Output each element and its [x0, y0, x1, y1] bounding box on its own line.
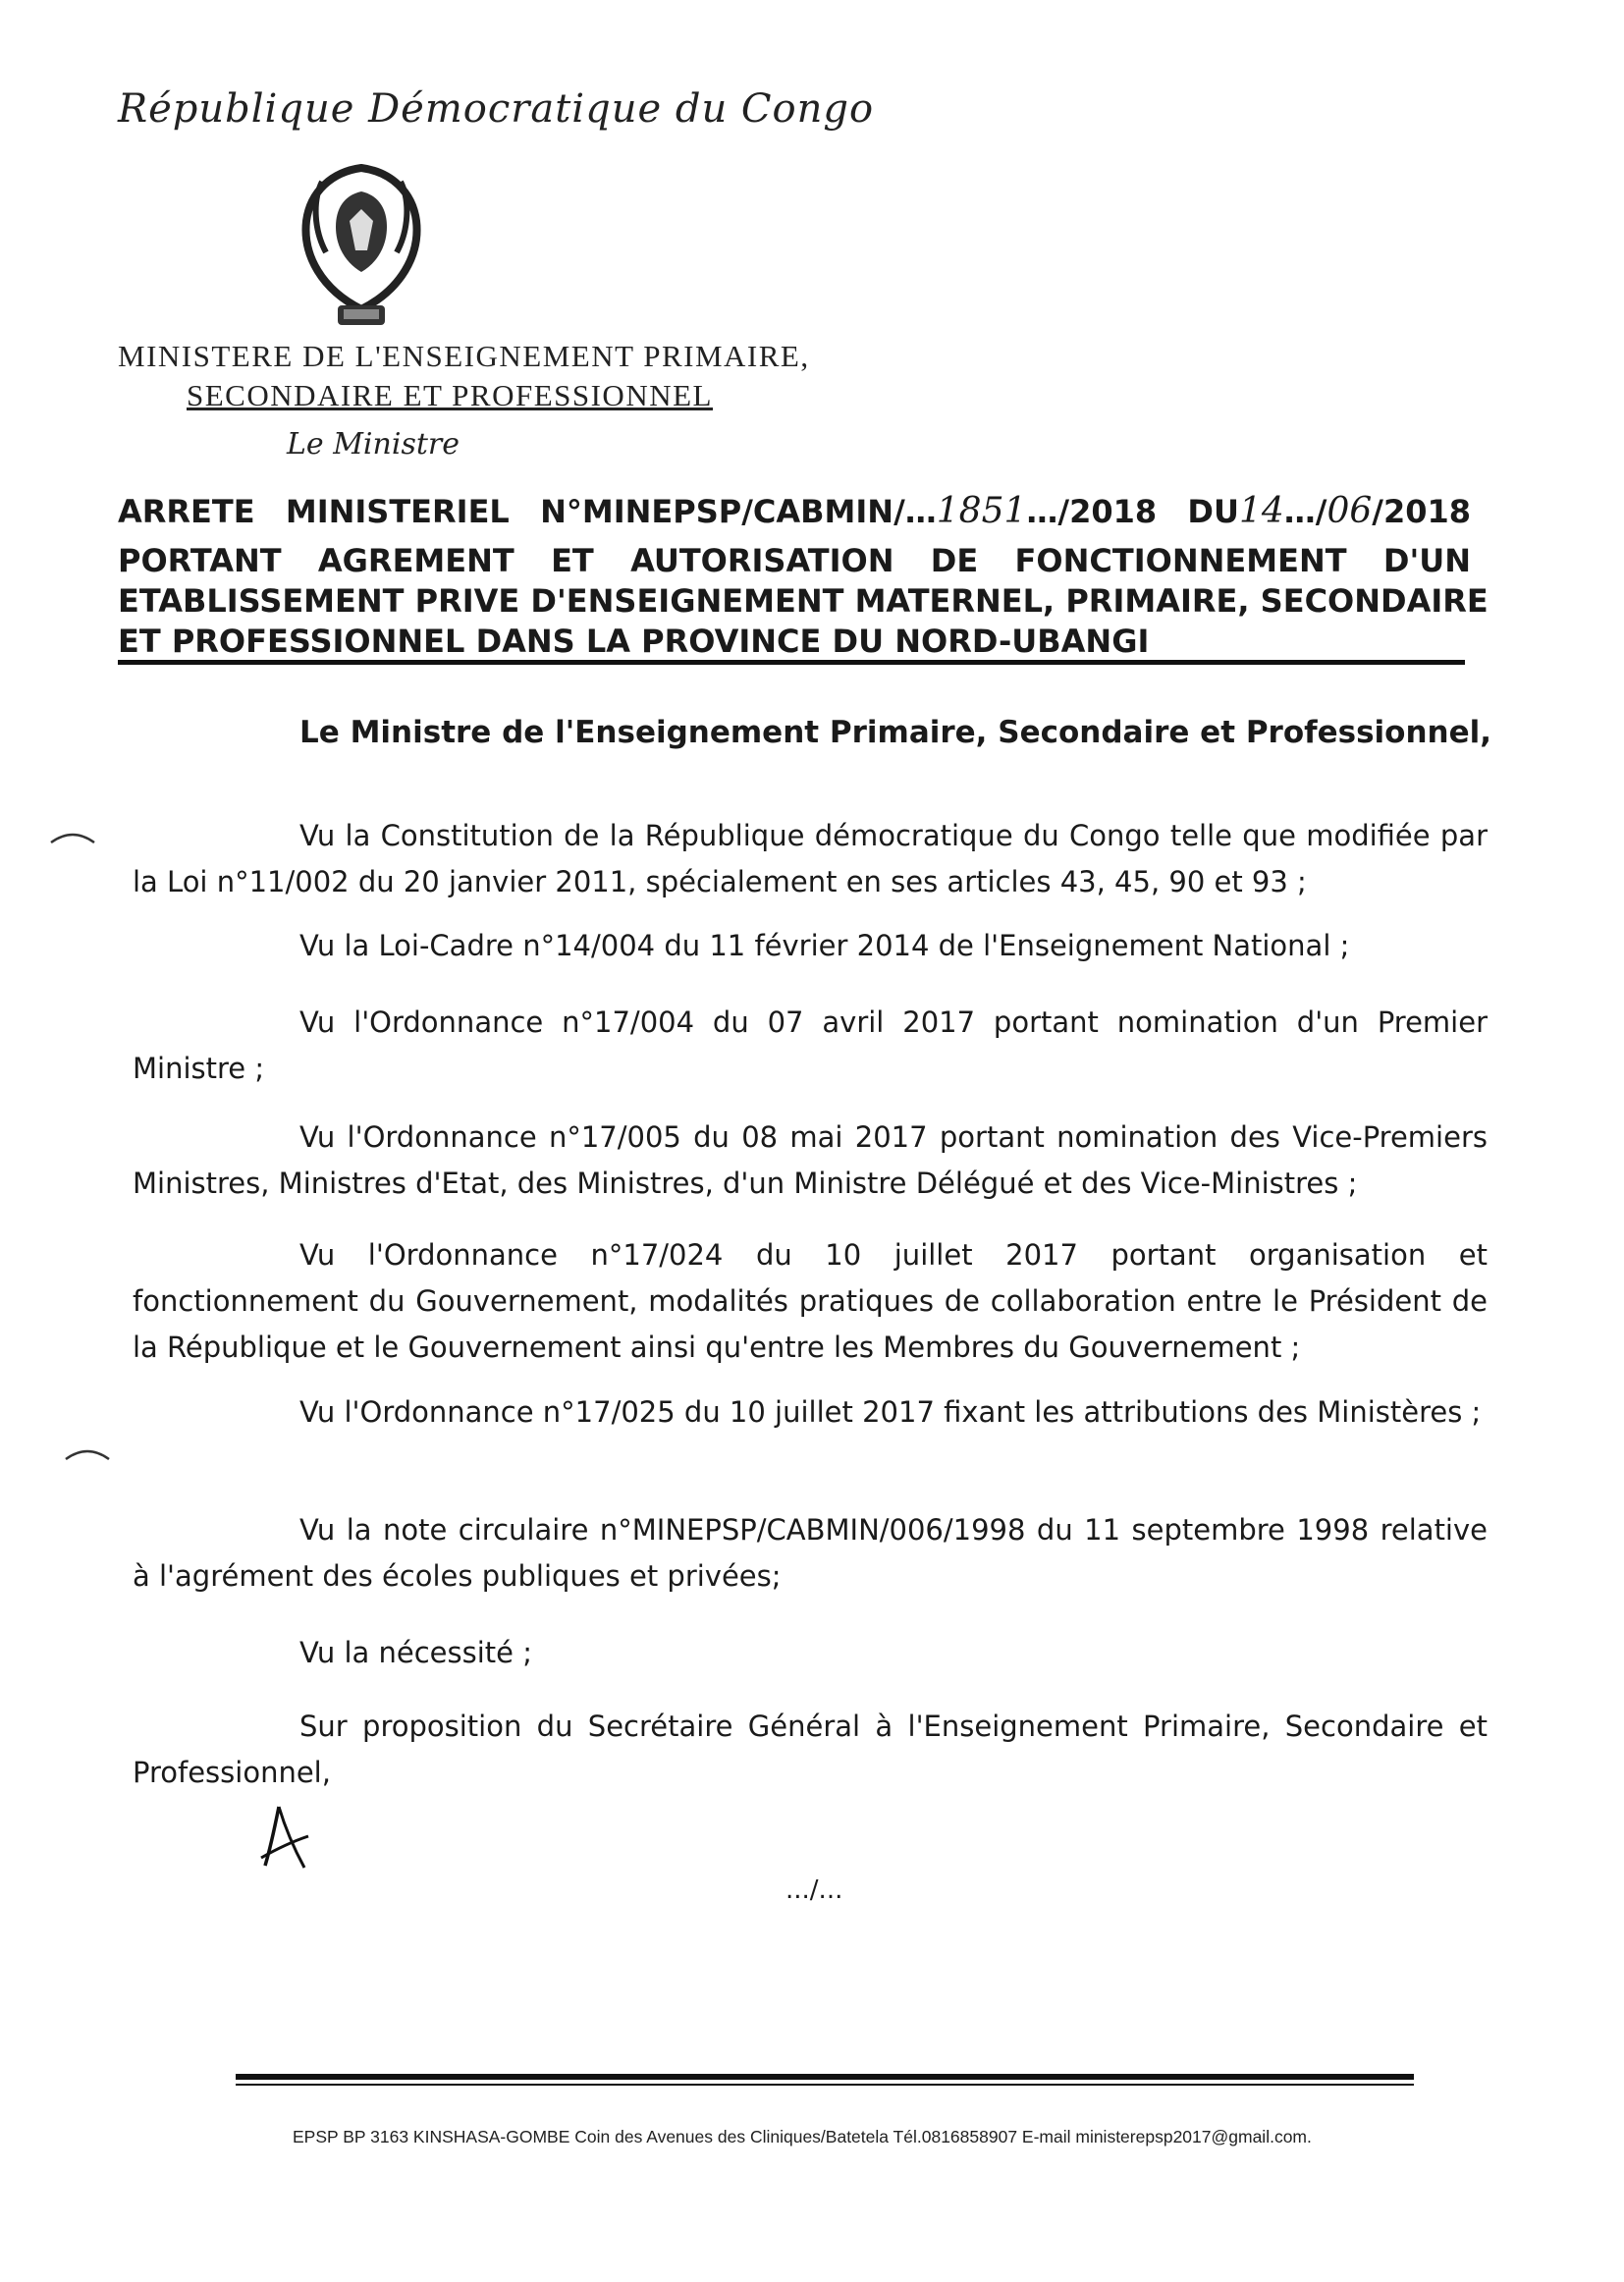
- continuation-mark: .../...: [785, 1875, 843, 1905]
- office-title: Le Ministre: [287, 427, 460, 462]
- footer-rule-thick: [236, 2074, 1414, 2080]
- margin-mark: [64, 1443, 111, 1463]
- visa-paragraph: Vu la Constitution de la République démocratique du Congo telle que modifiée par la Loi n°11/002 du 20 janvier 2011, spécialement en ses articles 43, 45, 90 et 93 ;: [133, 819, 1488, 898]
- handwritten-month: 06: [1326, 491, 1373, 531]
- decree-year-suffix: /2018: [1372, 493, 1472, 530]
- decree-title-line4: ET PROFESSIONNEL DANS LA PROVINCE DU NORD-UBANGI: [118, 623, 1150, 660]
- visa-paragraph: Vu l'Ordonnance n°17/024 du 10 juillet 2017 portant organisation et fonctionnement du Gouvernement, modalités pratiques de collaboration entre le Président de la République et le Gouvernement ainsi qu'entre les Membres du Gouvernement ;: [133, 1238, 1488, 1364]
- ministry-name-line1: MINISTERE DE L'ENSEIGNEMENT PRIMAIRE,: [118, 339, 810, 373]
- visa-paragraph: Vu l'Ordonnance n°17/005 du 08 mai 2017 portant nomination des Vice-Premiers Ministres, Ministres d'Etat, des Ministres, d'un Ministre Délégué et des Vice-Ministres ;: [133, 1120, 1488, 1200]
- margin-mark: [49, 827, 96, 846]
- republic-heading: République Démocratique du Congo: [118, 86, 875, 132]
- handwritten-day: 14: [1238, 491, 1284, 531]
- footer-contact: EPSP BP 3163 KINSHASA-GOMBE Coin des Avenues des Cliniques/Batetela Tél.0816858907 E-mail ministerepsp2017@gmail.com.: [293, 2127, 1312, 2146]
- handwritten-initial-mark: [257, 1797, 316, 1871]
- decree-year-du: /2018 DU: [1057, 493, 1239, 530]
- visa-paragraph: Vu l'Ordonnance n°17/025 du 10 juillet 2017 fixant les attributions des Ministères ;: [299, 1395, 1482, 1429]
- decree-title-line2: PORTANT AGREMENT ET AUTORISATION DE FONCTIONNEMENT D'UN: [118, 542, 1471, 579]
- visa-paragraph: Vu la Loi-Cadre n°14/004 du 11 février 2014 de l'Enseignement National ;: [299, 929, 1350, 962]
- ministry-name-line2: SECONDAIRE ET PROFESSIONNEL: [187, 378, 713, 412]
- decree-number-prefix: ARRETE MINISTERIEL N°MINEPSP/CABMIN/: [118, 493, 905, 530]
- visa-paragraph: Vu la note circulaire n°MINEPSP/CABMIN/006/1998 du 11 septembre 1998 relative à l'agrément des écoles publiques et privées;: [133, 1513, 1488, 1593]
- decree-title-line3: ETABLISSEMENT PRIVE D'ENSEIGNEMENT MATERNEL, PRIMAIRE, SECONDAIRE: [118, 582, 1489, 620]
- visa-paragraph: Vu la nécessité ;: [299, 1636, 532, 1669]
- decree-title-line1: ARRETE MINISTERIEL N°MINEPSP/CABMIN/…1851…/2018 DU14…/06/2018: [118, 491, 1472, 531]
- footer-rule-thin: [236, 2084, 1414, 2086]
- handwritten-decree-number: 1851: [936, 491, 1027, 531]
- coat-of-arms-seal: [293, 162, 430, 334]
- minister-heading: Le Ministre de l'Enseignement Primaire, Secondaire et Professionnel,: [299, 715, 1492, 750]
- visa-paragraph: Sur proposition du Secrétaire Général à l'Enseignement Primaire, Secondaire et Professionnel,: [133, 1710, 1488, 1789]
- title-underline-rule: [118, 660, 1465, 665]
- visa-paragraph: Vu l'Ordonnance n°17/004 du 07 avril 2017 portant nomination d'un Premier Ministre ;: [133, 1005, 1488, 1085]
